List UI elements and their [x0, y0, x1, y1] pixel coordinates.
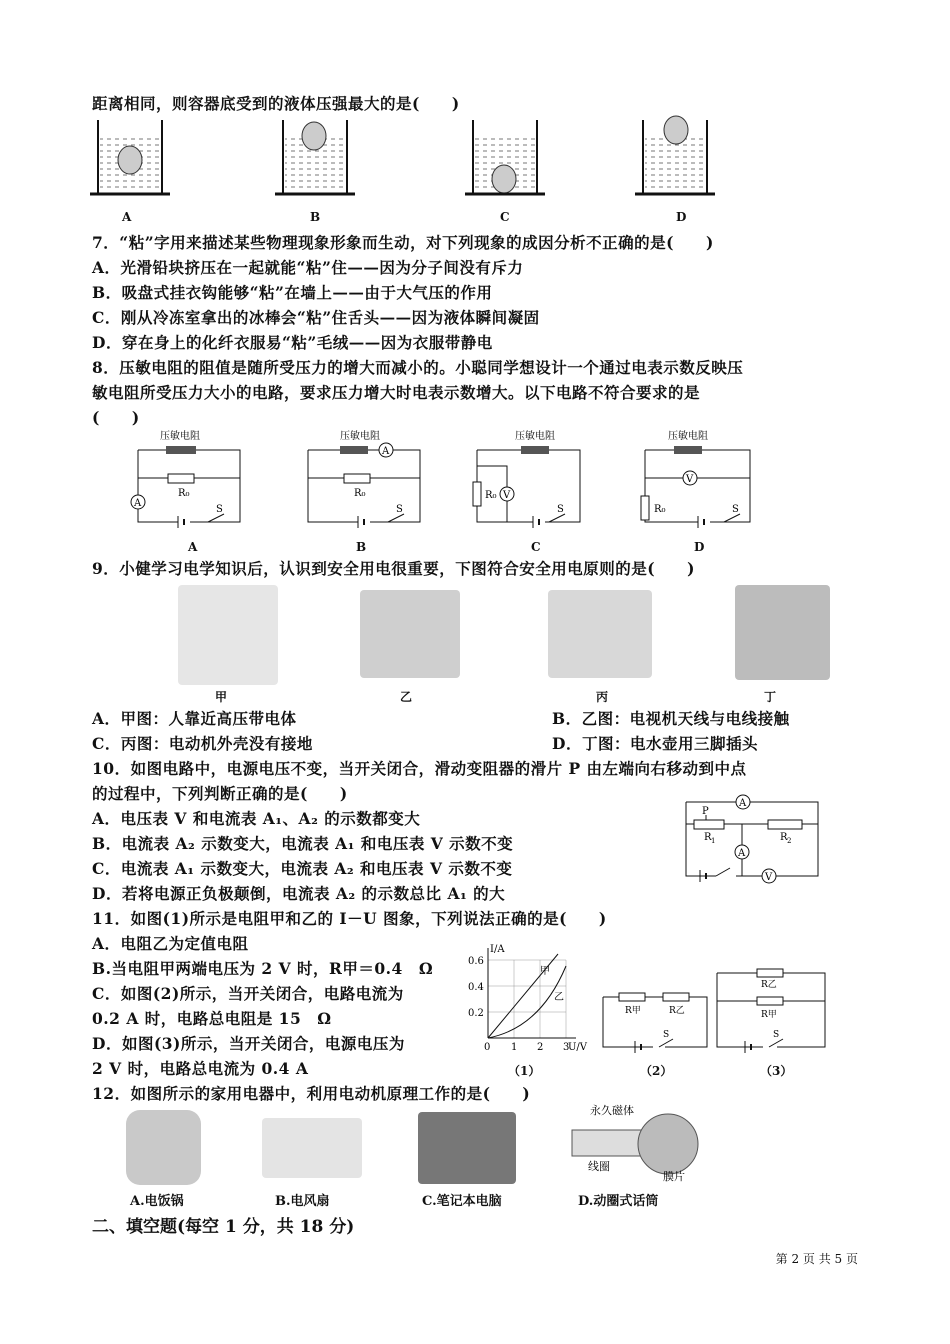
q11-option-d1: D．如图(3)所示，当开关闭合，电源电压为	[92, 1034, 405, 1053]
q9-image-ding	[735, 585, 830, 680]
svg-text:V: V	[765, 872, 773, 883]
svg-text:R甲: R甲	[625, 1006, 641, 1016]
svg-text:R₀: R₀	[178, 488, 190, 499]
svg-text:线圈: 线圈	[588, 1160, 610, 1173]
q9-label-ding: 丁	[764, 690, 777, 704]
beaker-a	[90, 120, 170, 194]
q8-stem-1: 8．压敏电阻的阻值是随所受压力的增大而减小的。小聪同学想设计一个通过电表示数反映压	[92, 358, 744, 377]
q11-fig3-label: （3）	[760, 1064, 793, 1078]
q11-x-axis-label: U/V	[568, 1042, 588, 1053]
q11-ytick-0.6: 0.6	[468, 956, 484, 967]
beaker-b	[275, 120, 355, 194]
svg-text:S: S	[557, 504, 564, 515]
q6-label-c: C	[500, 210, 510, 224]
q8-label-c: C	[531, 540, 541, 554]
svg-text:膜片: 膜片	[663, 1170, 685, 1183]
svg-text:R甲: R甲	[761, 1010, 777, 1020]
q11-series-yi: 乙	[554, 992, 564, 1003]
q11-fig1-label: （1）	[508, 1064, 541, 1078]
q8-circuits	[120, 426, 760, 550]
q11-xtick-1: 1	[511, 1042, 518, 1053]
q8-label-a: A	[188, 540, 198, 554]
q10-stem-1: 10．如图电路中，电源电压不变，当开关闭合，滑动变阻器的滑片 P 由左端向右移动到中点	[92, 759, 747, 778]
q11-series-jia: 甲	[540, 966, 550, 977]
q12-label-c: C.笔记本电脑	[422, 1194, 502, 1209]
q12-label-b: B.电风扇	[275, 1194, 330, 1209]
svg-text:A: A	[134, 498, 142, 509]
q6-label-b: B	[310, 210, 321, 224]
q9-option-c: C．丙图：电动机外壳没有接地	[92, 734, 313, 753]
q11-option-a: A．电阻乙为定值电阻	[92, 934, 249, 953]
q10-option-d: D．若将电源正负极颠倒，电流表 A₂ 的示数总比 A₁ 的大	[92, 884, 506, 903]
q11-ytick-0.4: 0.4	[468, 982, 484, 993]
svg-text:2: 2	[787, 837, 792, 845]
q7-option-b: B．吸盘式挂衣钩能够“粘”在墙上——由于大气压的作用	[92, 283, 493, 302]
svg-text:R: R	[704, 832, 712, 843]
svg-text:R乙: R乙	[761, 980, 777, 990]
q12-image-rice-cooker	[126, 1110, 201, 1185]
q6-tail: 距离相同，则容器底受到的液体压强最大的是( )	[92, 94, 460, 113]
svg-text:V: V	[503, 490, 511, 501]
circuit-c	[473, 429, 580, 528]
q11-option-b: B.当电阻甲两端电压为 2 V 时，R甲＝0.4 Ω	[92, 959, 434, 978]
q9-option-a: A．甲图：人靠近高压带电体	[92, 709, 297, 728]
svg-text:R₀: R₀	[354, 488, 366, 499]
q6-label-a: A	[122, 210, 132, 224]
beaker-c	[465, 120, 545, 194]
q10-stem-2: 的过程中，下列判断正确的是( )	[92, 784, 348, 803]
svg-text:压敏电阻: 压敏电阻	[160, 431, 200, 442]
svg-text:A: A	[739, 798, 747, 809]
svg-text:压敏电阻: 压敏电阻	[668, 431, 708, 442]
circuit-a	[131, 429, 240, 528]
q11-y-axis-label: I/A	[490, 944, 505, 955]
q11-xtick-0: 0	[484, 1042, 491, 1053]
svg-text:S: S	[663, 1030, 670, 1040]
svg-text:压敏电阻: 压敏电阻	[515, 431, 555, 442]
q8-stem-2: 敏电阻所受压力大小的电路，要求压力增大时电表示数增大。以下电路不符合要求的是	[92, 383, 701, 402]
svg-text:S: S	[732, 504, 739, 515]
q7-option-c: C．刚从冷冻室拿出的冰棒会“粘”住舌头——因为液体瞬间凝固	[92, 308, 540, 327]
q11-option-d2: 2 V 时，电路总电流为 0.4 A	[92, 1059, 309, 1078]
svg-text:R₀: R₀	[654, 504, 666, 515]
svg-text:S: S	[773, 1030, 780, 1040]
q10-circuit	[676, 782, 826, 890]
q11-ytick-0.2: 0.2	[468, 1008, 484, 1019]
q9-image-jia	[178, 585, 278, 685]
circuit-d	[641, 429, 750, 528]
q11-iu-chart	[460, 940, 595, 1055]
q10-option-a: A．电压表 V 和电流表 A₁、A₂ 的示数都变大	[92, 809, 421, 828]
q11-xtick-3: 3	[563, 1042, 570, 1053]
svg-text:R乙: R乙	[669, 1006, 685, 1016]
section-2-heading: 二、填空题(每空 1 分，共 18 分)	[92, 1217, 355, 1237]
q6-beakers	[90, 112, 770, 232]
q9-label-jia: 甲	[215, 690, 228, 704]
q9-label-yi: 乙	[400, 690, 413, 704]
page-footer: 第 2 页 共 5 页	[775, 1252, 858, 1266]
q11-fig2-label: （2）	[640, 1064, 673, 1078]
q9-image-yi	[360, 590, 460, 678]
q9-option-d: D．丁图：电水壶用三脚插头	[552, 734, 758, 753]
svg-text:P: P	[702, 806, 709, 817]
svg-text:A: A	[382, 446, 390, 457]
q8-label-b: B	[356, 540, 367, 554]
q6-label-d: D	[676, 210, 687, 224]
q11-xtick-2: 2	[537, 1042, 544, 1053]
q11-option-c1: C．如图(2)所示，当开关闭合，电路电流为	[92, 984, 404, 1003]
svg-text:S: S	[396, 504, 403, 515]
q9-image-bing	[548, 590, 652, 678]
q7-option-a: A．光滑铅块挤压在一起就能“粘”住——因为分子间没有斥力	[92, 258, 524, 277]
svg-text:1: 1	[711, 837, 716, 845]
beaker-d	[635, 116, 715, 194]
q12-label-a: A.电饭锅	[130, 1194, 184, 1209]
svg-text:A: A	[738, 848, 746, 859]
q9-option-b: B．乙图：电视机天线与电线接触	[552, 709, 790, 728]
q10-option-b: B．电流表 A₂ 示数变大，电流表 A₁ 和电压表 V 示数不变	[92, 834, 514, 853]
q7-option-d: D．穿在身上的化纤衣服易“粘”毛绒——因为衣服带静电	[92, 333, 493, 352]
q10-option-c: C．电流表 A₁ 示数变大，电流表 A₂ 和电压表 V 示数不变	[92, 859, 513, 878]
q11-option-c2: 0.2 A 时，电路总电阻是 15 Ω	[92, 1009, 332, 1028]
q12-stem: 12．如图所示的家用电器中，利用电动机原理工作的是( )	[92, 1084, 531, 1103]
svg-text:永久磁体: 永久磁体	[590, 1104, 634, 1117]
q8-label-d: D	[694, 540, 705, 554]
circuit-b	[308, 429, 420, 528]
q11-stem: 11．如图(1)所示是电阻甲和乙的 I－U 图象，下列说法正确的是( )	[92, 909, 607, 928]
q11-circuits-2-3	[595, 965, 830, 1060]
q9-stem: 9．小健学习电学知识后，认识到安全用电很重要，下图符合安全用电原则的是( )	[92, 559, 695, 578]
q7-stem: 7．“粘”字用来描述某些物理现象形象而生动，对下列现象的成因分析不正确的是( )	[92, 233, 714, 252]
q12-image-laptop	[418, 1112, 516, 1184]
q8-stem-3: ( )	[92, 408, 140, 427]
q12-image-microphone	[568, 1100, 708, 1185]
q12-label-d: D.动圈式话筒	[578, 1194, 659, 1209]
svg-text:S: S	[216, 504, 223, 515]
svg-text:V: V	[686, 474, 694, 485]
svg-text:R: R	[780, 832, 788, 843]
svg-text:R₀: R₀	[485, 490, 497, 501]
q9-label-bing: 丙	[596, 690, 609, 704]
q12-image-fan	[262, 1118, 362, 1178]
svg-text:压敏电阻: 压敏电阻	[340, 431, 380, 442]
